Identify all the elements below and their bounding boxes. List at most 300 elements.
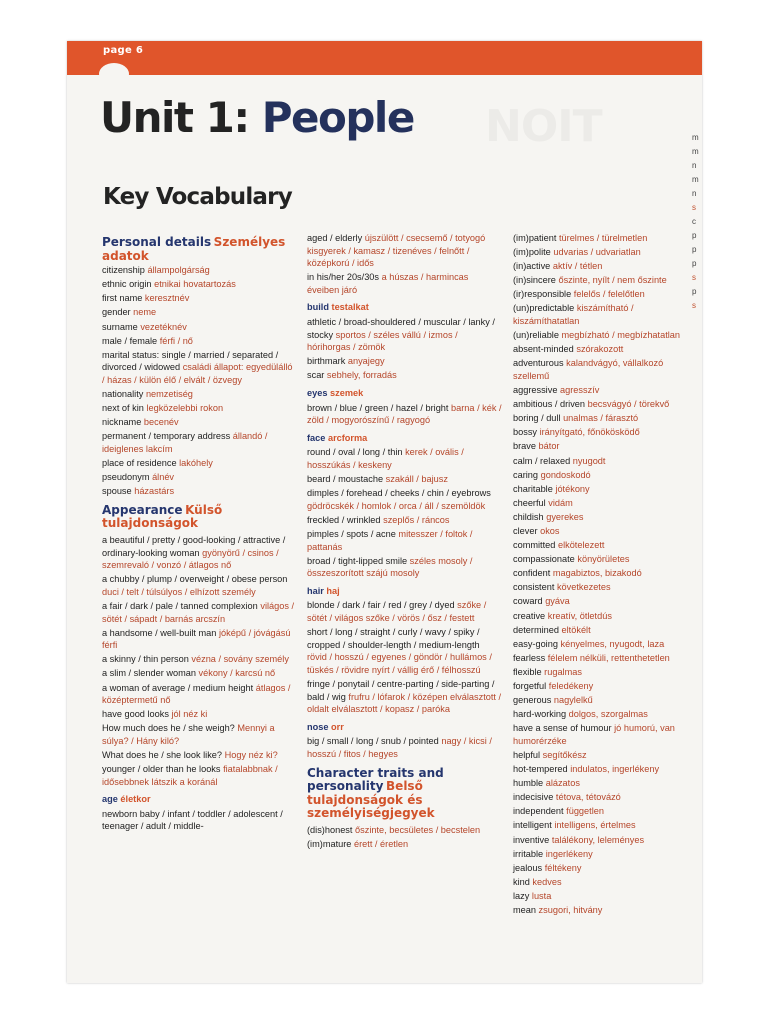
vocab-entry — [513, 539, 697, 552]
term-hu: álnév — [152, 472, 175, 483]
term-hu: rövid / hosszú / egyenes / göndör / hullámos / tüskés / rövidre nyírt / vállig érő / félhosszú — [307, 652, 492, 675]
edge-letter: c — [692, 217, 696, 226]
vocab-entry — [102, 534, 297, 572]
term-en: have good looks — [102, 709, 169, 720]
vocab-entry — [513, 805, 697, 818]
vocab-entry — [102, 627, 297, 652]
vocab-entry — [102, 278, 297, 291]
term-hu: felelős / felelőtlen — [573, 289, 645, 300]
term-en: creative — [513, 610, 546, 621]
heading-en: Character traits and personality — [307, 765, 444, 794]
vocab-entry — [102, 321, 297, 334]
term-hu: következetes — [556, 582, 611, 593]
vocab-entry — [102, 306, 297, 319]
term-en: caring — [513, 469, 539, 480]
term-hu: intelligens, értelmes — [554, 820, 636, 831]
term-hu: jó humorú, van humorérzéke — [513, 723, 675, 746]
term-hu: a húszas / harmincas éveiben járó — [307, 272, 469, 295]
term-en: helpful — [513, 749, 541, 760]
term-hu: kalandvágyó, vállalkozó szellemű — [513, 358, 664, 381]
vocab-entry — [513, 525, 697, 538]
term-en: inventive — [513, 834, 550, 845]
term-hu: megbízható / megbízhatatlan — [561, 330, 681, 341]
term-en: hot-tempered — [513, 764, 568, 775]
term-hu: feledékeny — [548, 681, 594, 691]
term-hu: gödröcskék / homlok / orca / áll / szemöldök — [307, 500, 486, 511]
term-en: What does he / she look like? — [102, 749, 223, 760]
term-en: charitable — [513, 483, 553, 494]
term-hu: frufru / lófarok / középen elválasztott / oldalt elválasztott / kopasz / paróka — [307, 691, 502, 715]
term-en: a slim / slender woman — [102, 668, 196, 679]
term-en: intelligent — [513, 820, 552, 831]
edge-letter: n — [692, 189, 697, 198]
term-hu: indulatos, ingerlékeny — [570, 764, 660, 775]
term-hu: független — [566, 806, 604, 817]
term-hu: dolgos, szorgalmas — [568, 709, 648, 720]
section-heading — [307, 767, 502, 821]
term-en: fearless — [513, 652, 546, 663]
term-en: in his/her 20s/30s — [307, 272, 380, 283]
term-hu: őszinte, nyílt / nem őszinte — [558, 275, 667, 286]
term-hu: lusta — [531, 890, 552, 901]
vocab-entry — [513, 624, 697, 637]
term-hu: kreatív, ötletdús — [547, 610, 612, 621]
term-en: brave — [513, 441, 536, 452]
section-heading — [102, 504, 297, 531]
vocab-entry — [513, 834, 697, 847]
term-hu: férfi / nő — [159, 335, 193, 346]
subheading-hu: arcforma — [327, 432, 368, 443]
vocab-entry — [102, 573, 297, 598]
term-en: gender — [102, 307, 131, 318]
term-en: humble — [513, 778, 544, 789]
term-en: coward — [513, 596, 543, 607]
subheading — [307, 301, 502, 314]
term-en: forgetful — [513, 681, 547, 691]
vocab-entry — [102, 388, 297, 401]
term-hu: szeplős / ráncos — [383, 514, 450, 525]
term-hu: lakóhely — [179, 458, 213, 468]
term-en: freckled / wrinkled — [307, 514, 381, 525]
vocab-entry — [513, 384, 697, 397]
subheading-en: face — [307, 432, 326, 443]
vocab-entry — [513, 581, 697, 594]
subheading-en: hair — [307, 585, 324, 596]
term-hu: gyerekes — [546, 511, 584, 522]
term-en: birthmark — [307, 356, 346, 367]
term-en: childish — [513, 511, 544, 522]
term-hu: félelem nélküli, rettenthetetlen — [547, 652, 670, 663]
term-en: have a sense of humour — [513, 723, 612, 734]
vocab-entry — [307, 528, 502, 553]
term-en: younger / older than he looks — [102, 764, 221, 775]
term-en: (dis)honest — [307, 824, 353, 835]
term-hu: nemzetiség — [145, 389, 193, 400]
term-hu: jótékony — [555, 483, 590, 494]
term-en: calm / relaxed — [513, 455, 571, 466]
vocab-entry — [513, 246, 697, 259]
subheading-en: age — [102, 794, 118, 805]
vocab-entry — [513, 412, 697, 425]
vocab-entry — [513, 595, 697, 608]
vocab-entry — [307, 487, 502, 512]
vocab-entry — [513, 694, 697, 707]
vocab-entry — [513, 553, 697, 566]
term-en: adventurous — [513, 358, 564, 369]
term-en: bossy — [513, 427, 538, 438]
vocab-entry — [513, 232, 697, 245]
term-hu: fiatalabbnak / idősebbnek látszik a koránál — [102, 764, 278, 787]
term-en: lazy — [513, 890, 530, 901]
term-hu: vidám — [548, 497, 573, 508]
term-hu: szakáll / bajusz — [385, 474, 448, 485]
vocab-entry — [513, 862, 697, 875]
term-hu: kiszámítható / kiszámíthatatlan — [513, 303, 634, 327]
term-en: determined — [513, 624, 559, 635]
term-en: next of kin — [102, 403, 144, 414]
vocab-entry — [102, 349, 297, 387]
term-hu: nagy / kicsi / hosszú / fitos / hegyes — [307, 736, 492, 759]
vocab-entry — [513, 652, 697, 665]
subheading-en: eyes — [307, 388, 328, 399]
vocab-entry — [307, 473, 502, 486]
vocab-entry — [307, 271, 502, 296]
term-hu: jól néz ki — [171, 709, 208, 720]
subheading-hu: testalkat — [331, 302, 369, 313]
vocab-entry — [513, 791, 697, 804]
term-hu: kedves — [532, 876, 562, 887]
term-hu: Mennyi a súlya? / Hány kiló? — [102, 723, 275, 746]
vocab-entry — [513, 440, 697, 453]
header-tab — [99, 63, 129, 85]
term-hu: nagylelkű — [553, 695, 593, 706]
edge-letter: m — [692, 175, 699, 184]
term-en: indecisive — [513, 792, 554, 803]
term-hu: gondoskodó — [540, 469, 591, 480]
vocab-entry — [102, 430, 297, 455]
term-hu: bátor — [538, 441, 560, 452]
term-en: scar — [307, 370, 325, 381]
heading-hu: Személyes adatok — [102, 235, 286, 263]
term-hu: szőke / sötét / világos szőke / vörös / ősz / festett — [307, 600, 487, 624]
term-hu: irányítgató, főnökösködő — [539, 427, 640, 438]
edge-letter: p — [692, 259, 697, 268]
term-hu: szórakozott — [576, 344, 624, 355]
term-en: flexible — [513, 666, 542, 677]
vocab-entry — [513, 274, 697, 287]
vocab-entry — [102, 457, 297, 470]
term-hu: ingerlékeny — [545, 848, 593, 859]
unit-title — [100, 93, 414, 142]
term-hu: legközelebbi rokon — [146, 403, 224, 414]
term-en: generous — [513, 695, 552, 706]
term-hu: aktív / tétlen — [552, 261, 603, 272]
term-en: male / female — [102, 335, 158, 346]
term-hu: anyajegy — [347, 356, 385, 367]
term-hu: duci / telt / túlsúlyos / elhízott személy — [102, 586, 256, 597]
vocab-entry — [307, 355, 502, 368]
subheading — [307, 387, 502, 400]
vocab-entry — [513, 777, 697, 790]
term-hu: sebhely, forradás — [326, 370, 397, 381]
vocab-entry — [102, 722, 297, 747]
term-hu: házastárs — [134, 486, 175, 497]
term-hu: becenév — [143, 417, 179, 428]
edge-letter: n — [692, 161, 697, 170]
term-hu: széles mosoly / összeszorított szájú mosoly — [307, 555, 473, 579]
book-page — [67, 41, 702, 983]
term-en: spouse — [102, 486, 132, 497]
term-hu: gyönyörű / csinos / szemrevaló / vonzó / átlagos nő — [102, 547, 279, 571]
term-en: ethnic origin — [102, 279, 152, 290]
term-hu: őszinte, becsületes / becstelen — [355, 824, 481, 835]
term-en: fringe / ponytail / centre-parting / side-parting / bald / wig — [307, 679, 495, 702]
term-en: blonde / dark / fair / red / grey / dyed — [307, 600, 455, 611]
vocab-entry — [102, 485, 297, 498]
term-en: round / oval / long / thin — [307, 447, 403, 458]
vocab-entry — [513, 708, 697, 721]
term-hu: sportos / széles vállú / izmos / hórihorgas / zömök — [307, 329, 458, 353]
vocab-entry — [102, 682, 297, 707]
subheading — [307, 585, 502, 598]
vocab-entry — [102, 653, 297, 666]
vocab-entry — [307, 402, 502, 427]
next-page-edge — [692, 131, 702, 313]
term-hu: kényelmes, nyugodt, laza — [560, 638, 665, 649]
term-en: irritable — [513, 848, 544, 859]
vocab-entry — [307, 824, 502, 837]
term-hu: nyugodt — [572, 455, 606, 466]
heading-en: Appearance — [102, 502, 183, 517]
vocab-entry — [102, 402, 297, 415]
term-en: confident — [513, 568, 551, 579]
term-hu: unalmas / fárasztó — [563, 413, 639, 424]
edge-letter: p — [692, 231, 697, 240]
term-hu: tétova, tétovázó — [555, 792, 621, 803]
vocab-entry — [102, 292, 297, 305]
unit-title-main: People — [261, 93, 414, 142]
term-en: consistent — [513, 582, 555, 593]
vocab-entry — [513, 455, 697, 468]
term-en: a woman of average / medium height — [102, 682, 254, 693]
term-en: brown / blue / green / hazel / bright — [307, 402, 449, 413]
term-hu: türelmes / türelmetlen — [558, 233, 648, 243]
vocab-entry — [307, 316, 502, 354]
show-through-text: NOIT — [485, 101, 602, 152]
term-hu: mitesszer / foltok / pattanás — [307, 528, 473, 552]
subheading — [307, 432, 502, 445]
term-en: citizenship — [102, 265, 145, 276]
vocab-entry — [513, 483, 697, 496]
subheading — [102, 793, 297, 806]
term-hu: átlagos / középtermetű nő — [102, 682, 291, 706]
section-title: Key Vocabulary — [103, 184, 292, 210]
heading-hu: Belső tulajdonságok és személyiségjegyek — [307, 779, 435, 821]
term-en: permanent / temporary address — [102, 431, 231, 442]
term-en: a fair / dark / pale / tanned complexion — [102, 600, 258, 611]
term-en: committed — [513, 540, 556, 551]
term-hu: könyörületes — [577, 554, 630, 565]
term-en: beard / moustache — [307, 474, 384, 485]
vocab-entry — [513, 819, 697, 832]
subheading-hu: életkor — [120, 794, 151, 805]
term-en: clever — [513, 525, 538, 536]
subheading — [307, 721, 502, 734]
term-en: a chubby / plump / overweight / obese person — [102, 574, 288, 585]
subheading-en: nose — [307, 721, 329, 732]
vocab-entry — [513, 890, 697, 903]
vocab-entry — [513, 848, 697, 861]
term-hu: vezetéknév — [140, 321, 187, 332]
term-hu: családi állapot: egyedülálló / házas / külön élő / elvált / özvegy — [102, 362, 293, 385]
term-en: (ir)responsible — [513, 289, 572, 300]
term-en: newborn baby / infant / toddler / adolescent / teenager / adult / middle- — [102, 808, 283, 832]
term-en: pimples / spots / acne — [307, 528, 396, 539]
term-hu: alázatos — [545, 778, 580, 789]
term-en: place of residence — [102, 458, 177, 468]
term-hu: vézna / sovány személy — [191, 654, 289, 665]
term-en: independent — [513, 806, 564, 817]
term-en: aged / elderly — [307, 233, 363, 243]
vocab-entry — [513, 610, 697, 623]
vocab-entry — [307, 599, 502, 624]
term-hu: gyáva — [545, 596, 570, 607]
vocab-entry — [102, 264, 297, 277]
term-en: pseudonym — [102, 472, 150, 483]
edge-letter: m — [692, 133, 699, 142]
vocab-entry — [513, 302, 697, 327]
heading-en: Personal details — [102, 235, 212, 249]
term-en: aggressive — [513, 385, 558, 396]
term-en: dimples / forehead / cheeks / chin / eyebrows — [307, 488, 491, 499]
edge-letter: m — [692, 147, 699, 156]
vocab-entry — [513, 469, 697, 482]
term-hu: barna / kék / zöld / mogyorószínű / ragyogó — [307, 402, 502, 426]
page-number: page 6 — [103, 45, 144, 56]
term-hu: vékony / karcsú nő — [198, 668, 276, 679]
term-en: ambitious / driven — [513, 399, 586, 410]
term-en: mean — [513, 905, 536, 915]
term-en: cheerful — [513, 497, 546, 508]
vocab-entry — [307, 735, 502, 760]
term-en: (im)polite — [513, 247, 551, 258]
vocab-entry — [513, 357, 697, 382]
term-en: a beautiful / pretty / good-looking / attractive / ordinary-looking woman — [102, 534, 286, 558]
term-en: (in)sincere — [513, 275, 556, 286]
term-en: hard-working — [513, 709, 567, 720]
vocab-entry — [307, 232, 502, 270]
vocab-entry — [307, 626, 502, 676]
vocab-entry — [307, 446, 502, 471]
unit-title-prefix: Unit 1: — [100, 93, 262, 142]
vocab-entry — [102, 416, 297, 429]
vocab-entry — [513, 763, 697, 776]
term-hu: udvarias / udvariatlan — [553, 247, 641, 258]
vocab-entry — [513, 288, 697, 301]
vocab-entry — [102, 749, 297, 762]
term-en: (un)reliable — [513, 330, 559, 341]
subheading-hu: szemek — [330, 388, 364, 399]
term-hu: zsugori, hitvány — [538, 905, 603, 915]
term-en: (un)predictable — [513, 303, 575, 314]
vocabulary-column-2 — [307, 232, 502, 852]
vocab-entry — [513, 666, 697, 679]
term-hu: világos / sötét / sápadt / barnás arcszín — [102, 600, 295, 624]
term-en: nickname — [102, 417, 142, 428]
vocab-entry — [513, 680, 697, 693]
term-hu: agresszív — [560, 385, 600, 396]
term-en: a handsome / well-built man — [102, 627, 217, 638]
vocab-entry — [513, 398, 697, 411]
vocab-entry — [513, 329, 697, 342]
term-en: boring / dull — [513, 413, 561, 424]
term-hu: segítőkész — [542, 749, 587, 760]
edge-letter: s — [692, 301, 696, 310]
vocab-entry — [513, 567, 697, 580]
vocab-entry — [102, 667, 297, 680]
term-en: first name — [102, 293, 143, 304]
subheading-en: build — [307, 302, 329, 313]
vocab-entry — [102, 808, 297, 833]
term-hu: kerek / ovális / hosszúkás / keskeny — [307, 447, 464, 470]
term-hu: jóképű / jóvágású férfi — [102, 627, 291, 651]
subheading-hu: orr — [331, 721, 344, 732]
page-header-band — [67, 41, 702, 75]
vocab-entry — [513, 722, 697, 747]
term-hu: eltökélt — [561, 624, 591, 635]
vocabulary-column-3 — [513, 232, 697, 918]
term-en: kind — [513, 876, 530, 887]
edge-letter: s — [692, 273, 696, 282]
edge-letter: p — [692, 287, 697, 296]
vocab-entry — [102, 763, 297, 788]
term-hu: elkötelezett — [557, 540, 605, 551]
term-en: a skinny / thin person — [102, 654, 189, 665]
edge-letter: p — [692, 245, 697, 254]
term-en: How much does he / she weigh? — [102, 723, 235, 734]
vocabulary-column-1 — [102, 236, 297, 835]
term-hu: Hogy néz ki? — [224, 749, 278, 760]
term-en: surname — [102, 321, 138, 332]
term-en: athletic / broad-shouldered / muscular / lanky / stocky — [307, 317, 495, 340]
vocab-entry — [307, 369, 502, 382]
term-hu: újszülött / csecsemő / totyogó kisgyerek / kamasz / tizenéves / felnőtt / középkorú / idős — [307, 233, 486, 269]
vocab-entry — [513, 511, 697, 524]
vocab-entry — [102, 471, 297, 484]
term-hu: féltékeny — [544, 862, 582, 873]
term-en: short / long / straight / curly / wavy / spiky / cropped / shoulder-length / medium-length — [307, 627, 480, 650]
vocab-entry — [513, 260, 697, 273]
term-en: big / small / long / snub / pointed — [307, 736, 439, 747]
vocab-entry — [307, 555, 502, 580]
term-hu: neme — [133, 307, 157, 318]
vocab-entry — [102, 708, 297, 721]
vocab-entry — [513, 497, 697, 510]
term-hu: találékony, leleményes — [551, 834, 645, 845]
section-heading — [102, 236, 297, 263]
term-hu: keresztnév — [144, 293, 190, 304]
subheading-hu: haj — [326, 585, 340, 596]
term-en: compassionate — [513, 554, 575, 565]
term-en: jealous — [513, 862, 543, 873]
term-en: nationality — [102, 389, 144, 400]
term-en: broad / tight-lipped smile — [307, 555, 408, 566]
term-hu: etnikai hovatartozás — [154, 279, 236, 290]
vocab-entry — [307, 678, 502, 716]
vocab-entry — [513, 876, 697, 889]
term-hu: állandó / ideiglenes lakcím — [102, 431, 268, 454]
vocab-entry — [513, 638, 697, 651]
